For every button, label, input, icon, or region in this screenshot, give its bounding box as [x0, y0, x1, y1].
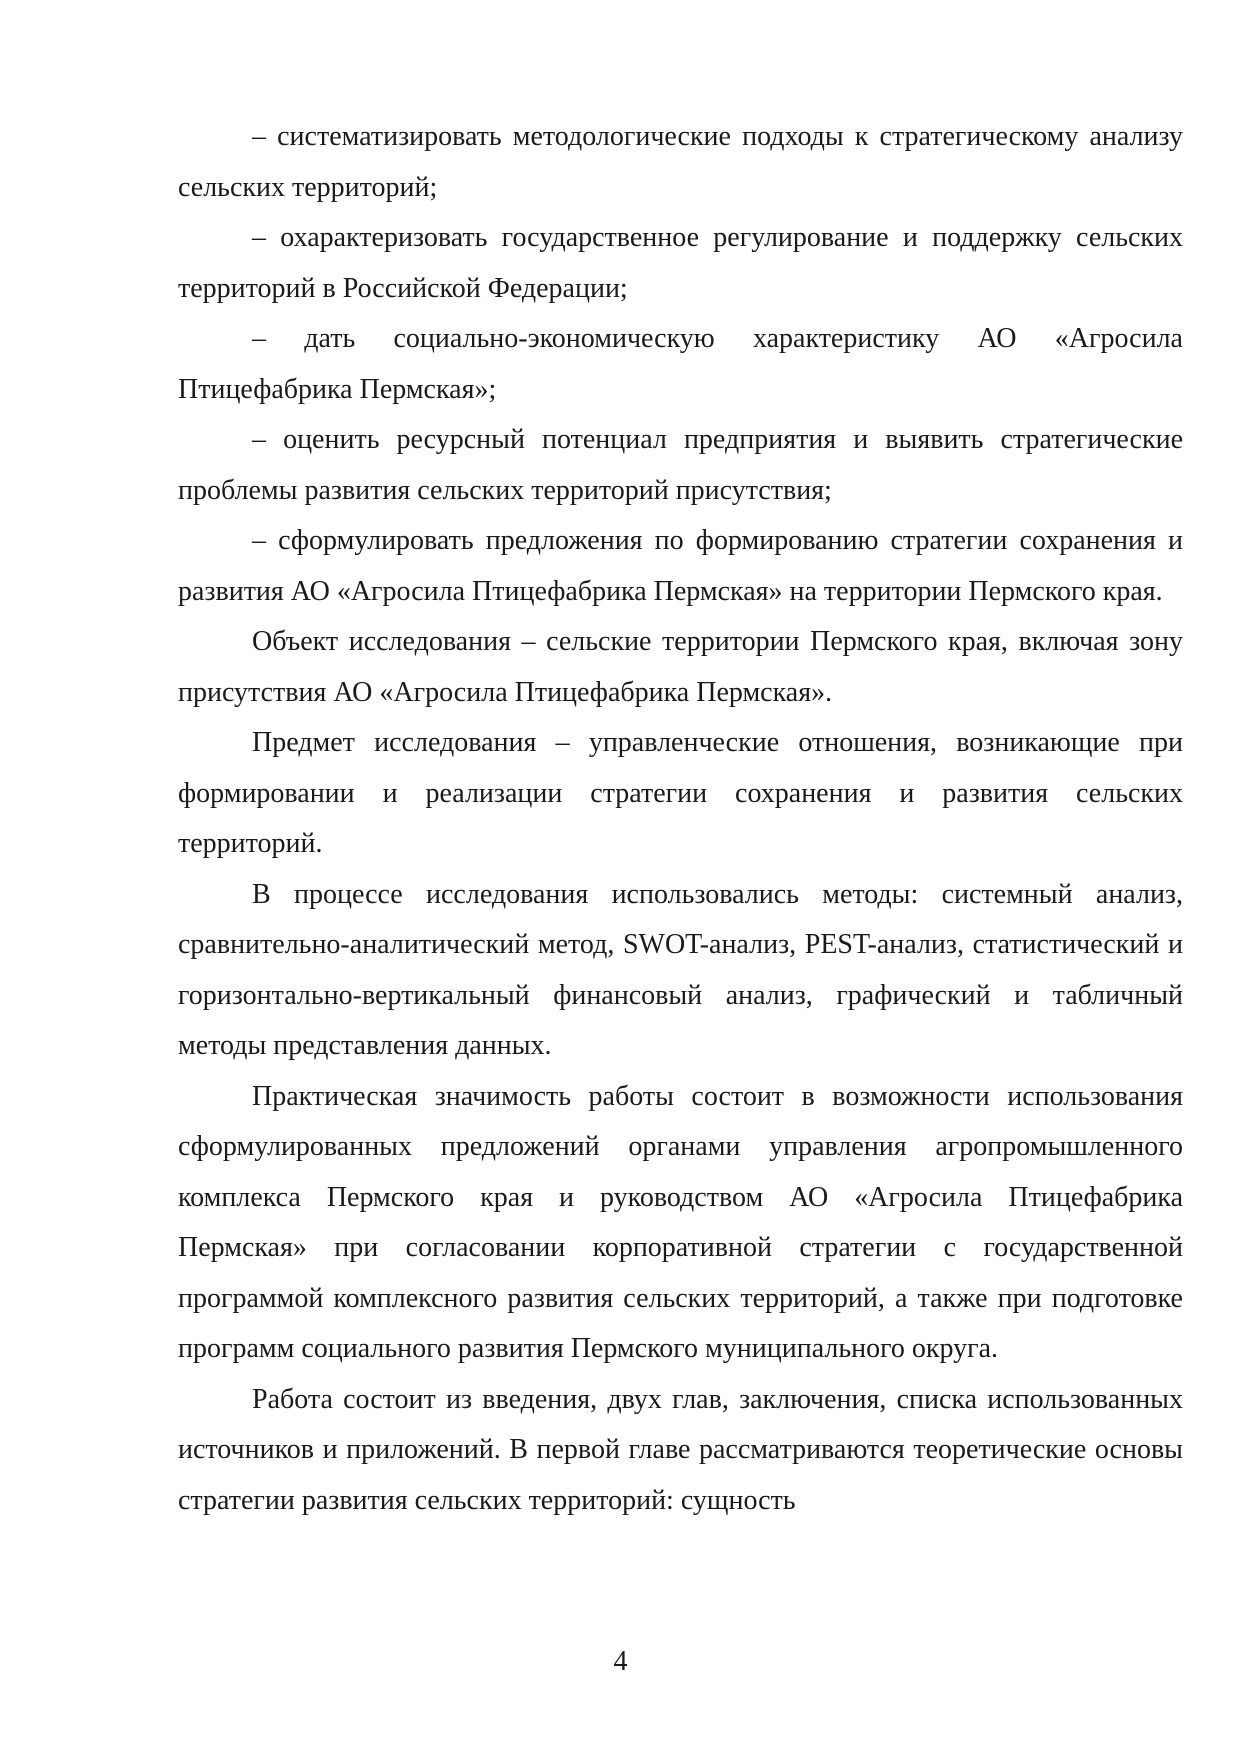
task-list-item: – систематизировать методологические подходы к стратегическому анализу сельских территорий; [178, 121, 1183, 203]
task-list-item: – оценить ресурсный потенциал предприятия и выявить стратегические проблемы развития сельских территорий присутствия; [178, 424, 1183, 506]
research-subject-paragraph: Предмет исследования – управленческие отношения, возникающие при формировании и реализации стратегии сохранения и развития сельских территорий. [178, 727, 1183, 859]
practical-significance-paragraph: Практическая значимость работы состоит в возможности использования сформулированных предложений органами управления агропромышленного комплекса Пермского края и руководством АО «Агросила Птицефабрика Пермская» при согласовании корпоративной стратегии с государственной программой комплексного развития сельских территорий, а также при подготовке программ социального развития Пермского муниципального округа. [178, 1080, 1183, 1364]
task-list-item: – охарактеризовать государственное регулирование и поддержку сельских территорий в Российской Федерации; [178, 222, 1183, 304]
research-object-paragraph: Объект исследования – сельские территории Пермского края, включая зону присутствия АО «Агросила Птицефабрика Пермская». [178, 626, 1183, 708]
document-body [178, 112, 1183, 1526]
task-list-item: – сформулировать предложения по формированию стратегии сохранения и развития АО «Агросила Птицефабрика Пермская» на территории Пермского края. [178, 525, 1183, 607]
work-structure-paragraph: Работа состоит из введения, двух глав, заключения, списка использованных источников и приложений. В первой главе рассматриваются теоретические основы стратегии развития сельских территорий: сущность [178, 1383, 1183, 1516]
page-number: 4 [613, 1646, 628, 1677]
research-methods-paragraph: В процессе исследования использовались методы: системный анализ, сравнительно-аналитический метод, SWOT-анализ, PEST-анализ, статистический и горизонтально-вертикальный финансовый анализ, графический и табличный методы представления данных. [178, 878, 1183, 1061]
task-list-item: – дать социально-экономическую характеристику АО «Агросила Птицефабрика Пермская»; [178, 323, 1183, 405]
